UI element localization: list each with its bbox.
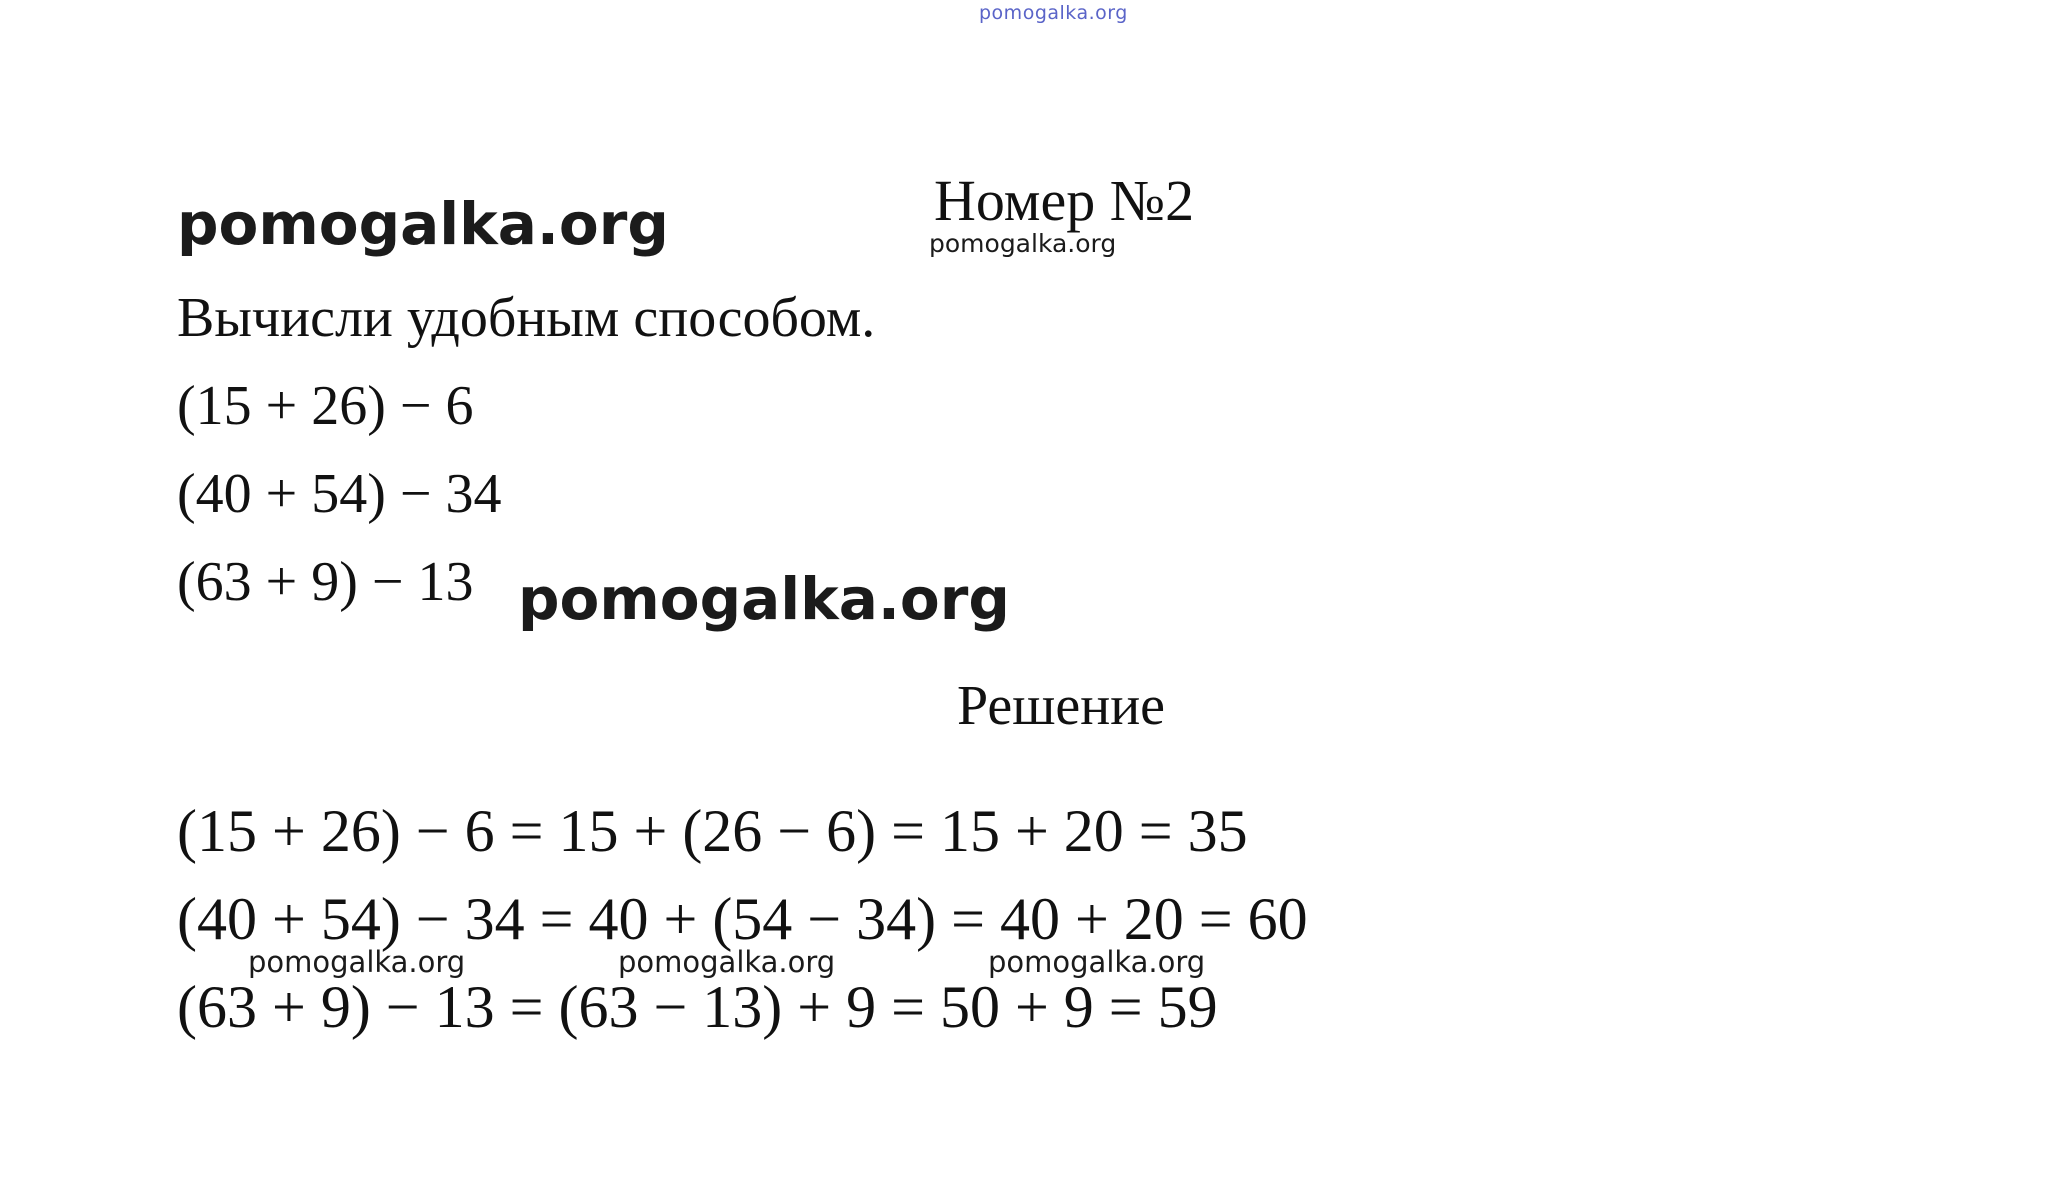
task-line: (63 + 9) − 13	[177, 551, 474, 613]
exercise-prompt: Вычисли удобным способом.	[177, 287, 876, 349]
top-watermark: pomogalka.org	[979, 2, 1128, 24]
watermark-large-middle: pomogalka.org	[518, 565, 1010, 633]
solution-line: (15 + 26) − 6 = 15 + (26 − 6) = 15 + 20 = 35	[177, 798, 1248, 864]
exercise-title: Номер №2	[934, 168, 1195, 233]
watermark-small-3: pomogalka.org	[988, 945, 1206, 979]
watermark-large-top: pomogalka.org	[177, 190, 669, 258]
watermark-under-title: pomogalka.org	[929, 229, 1117, 258]
solution-line: (63 + 9) − 13 = (63 − 13) + 9 = 50 + 9 = 59	[177, 974, 1218, 1040]
watermark-small-1: pomogalka.org	[248, 945, 466, 979]
solution-heading: Решение	[957, 675, 1166, 737]
solution-line: (40 + 54) − 34 = 40 + (54 − 34) = 40 + 20 = 60	[177, 886, 1308, 952]
task-line: (40 + 54) − 34	[177, 463, 502, 525]
task-line: (15 + 26) − 6	[177, 375, 474, 437]
watermark-small-2: pomogalka.org	[618, 945, 836, 979]
